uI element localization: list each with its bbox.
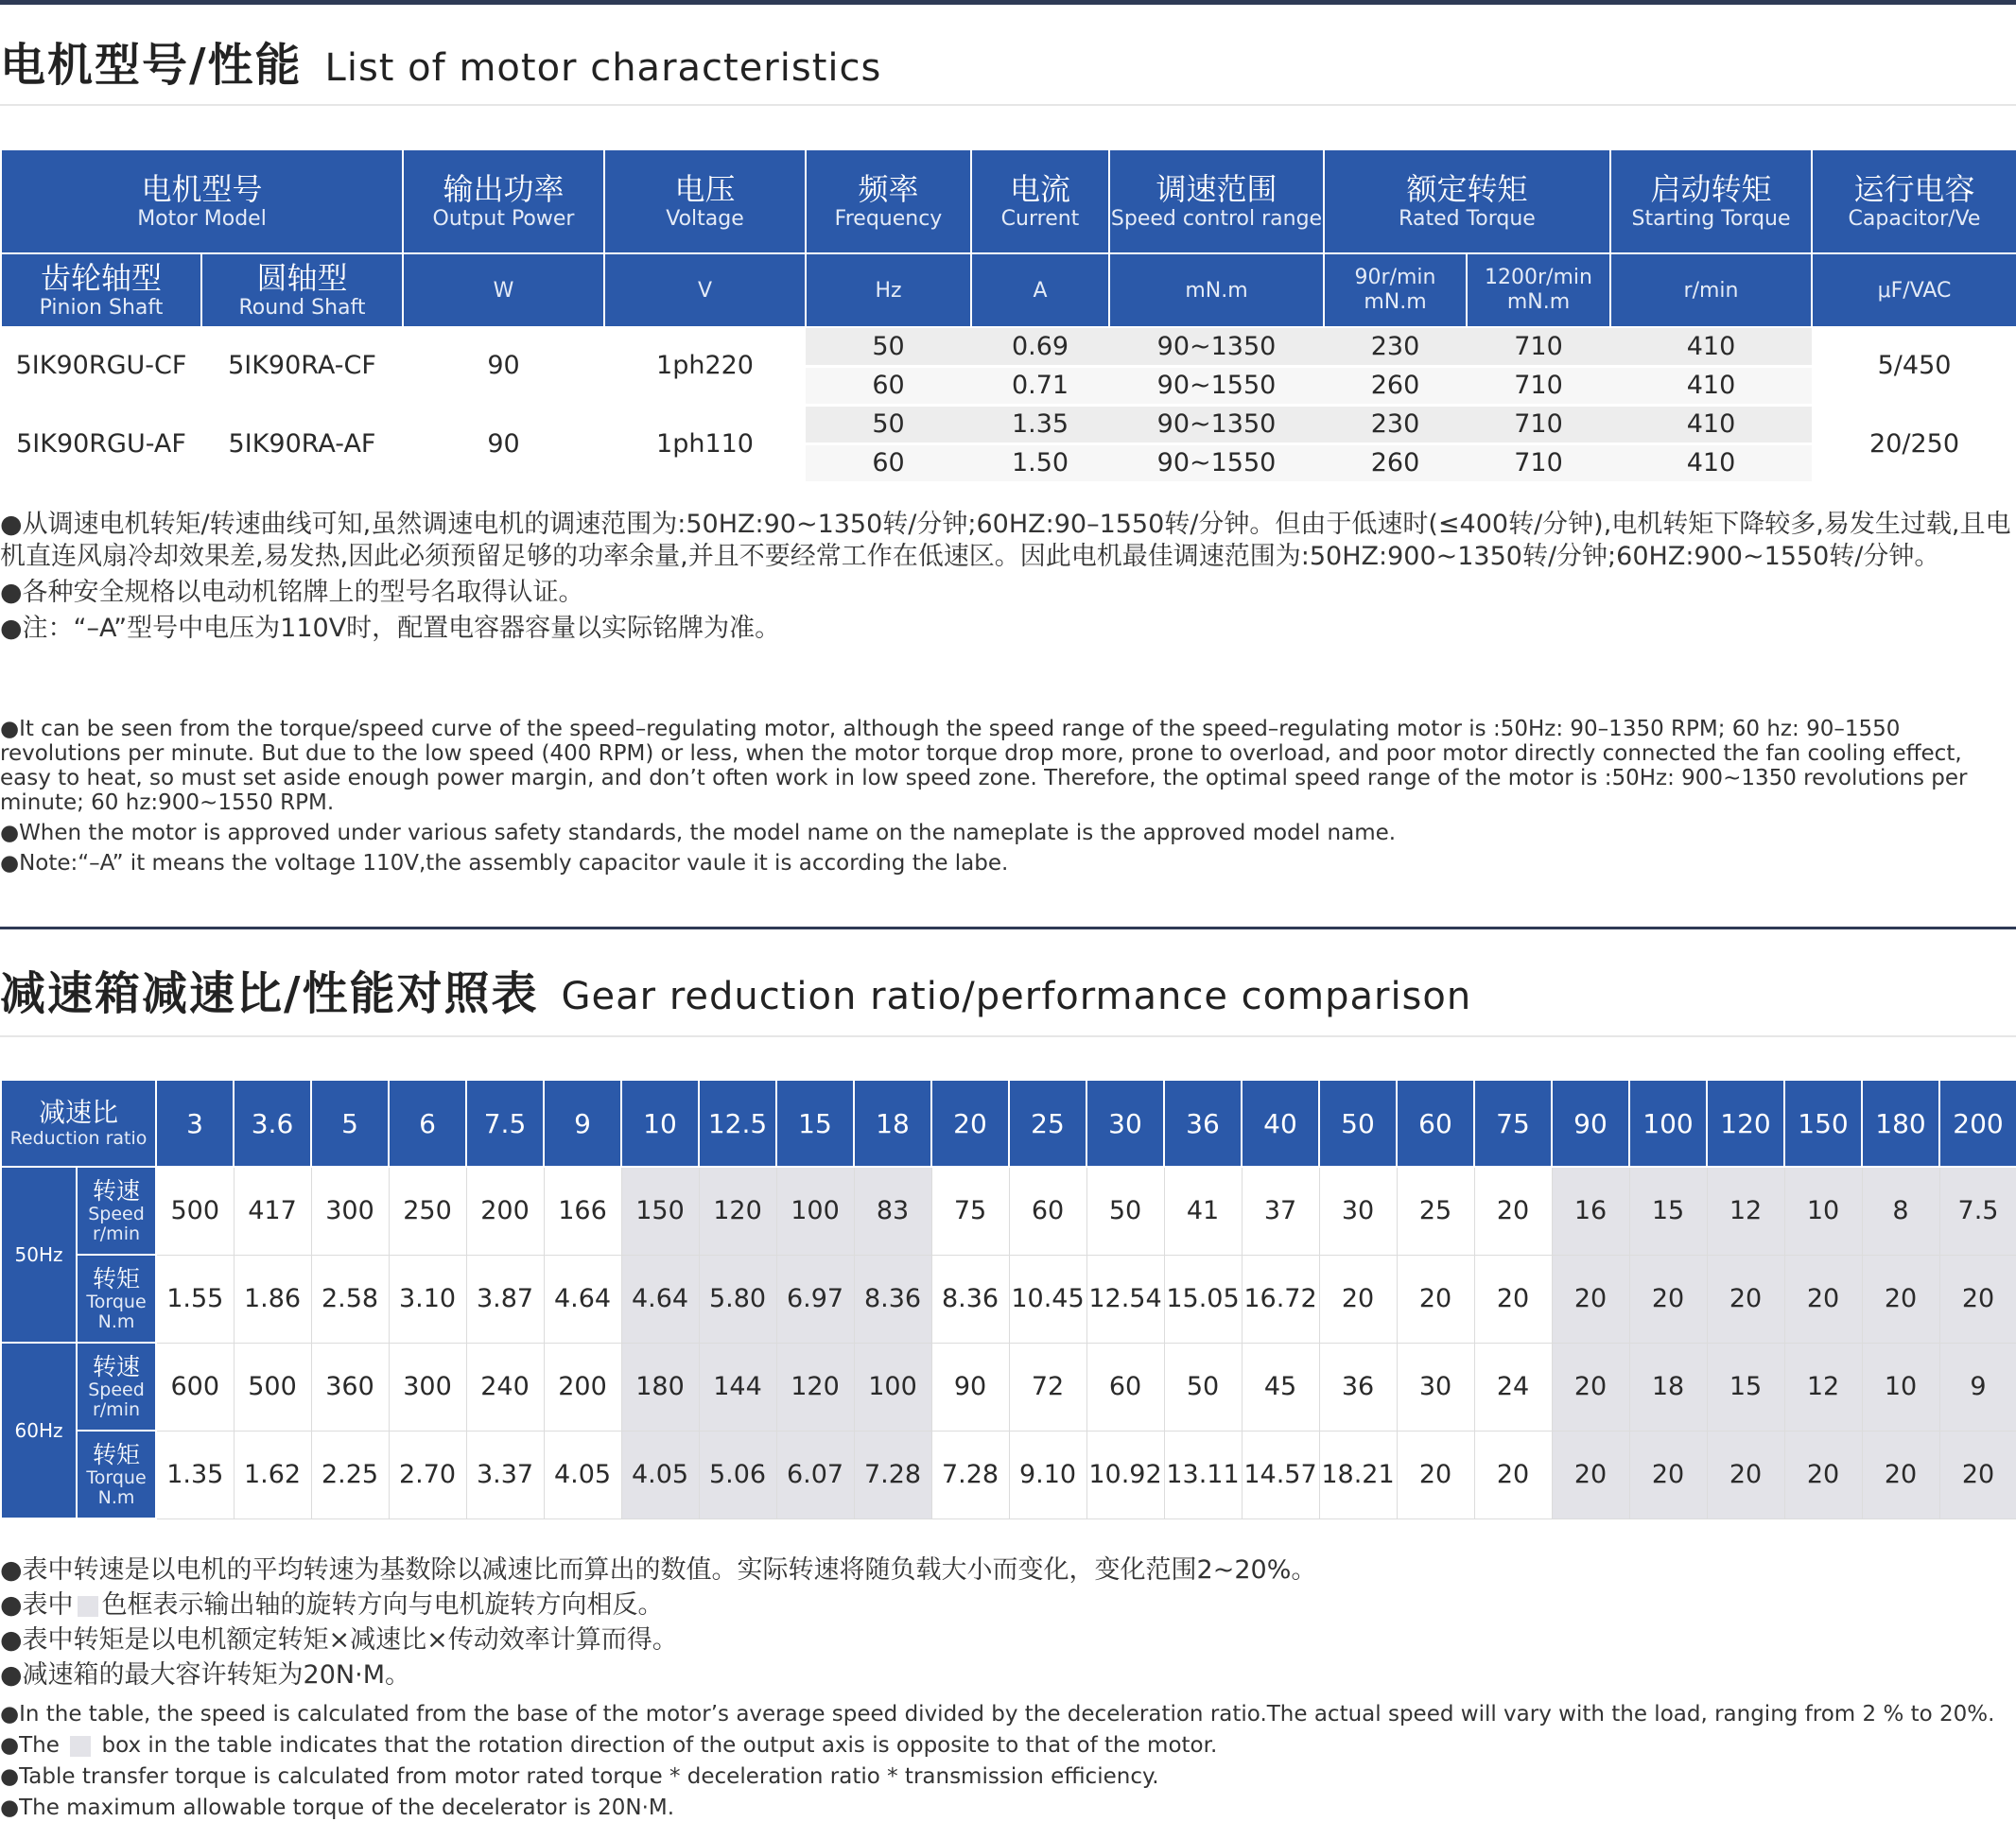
torque-cell: 20 xyxy=(1784,1255,1862,1343)
voltage-value: 1ph110 xyxy=(604,405,806,482)
table-row xyxy=(1,405,2016,443)
speed-cell: 500 xyxy=(156,1167,234,1255)
pinion-model: 5IK90RGU-CF xyxy=(1,327,201,405)
torque-cell: 2.58 xyxy=(311,1255,389,1343)
ratio-header-cell: 25 xyxy=(1009,1080,1086,1167)
freq-value: 50 xyxy=(806,327,971,366)
speed-cell: 300 xyxy=(389,1343,466,1431)
ratio-header-cell: 6 xyxy=(389,1080,466,1167)
speed-cell: 16 xyxy=(1552,1167,1629,1255)
section-title-en: List of motor characteristics xyxy=(324,46,882,90)
speed-cell: 7.5 xyxy=(1939,1167,2016,1255)
current-value: 1.50 xyxy=(971,443,1109,482)
speed-cell: 417 xyxy=(234,1167,311,1255)
ratio-header-cell: 10 xyxy=(621,1080,699,1167)
torque-cell: 16.72 xyxy=(1242,1255,1319,1343)
speed-range-value: 90~1550 xyxy=(1109,366,1324,405)
speed-cell: 15 xyxy=(1629,1167,1707,1255)
speed-cell: 500 xyxy=(234,1343,311,1431)
torque-cell: 20 xyxy=(1707,1431,1784,1518)
note-text: ●各种安全规格以电动机铭牌上的型号名取得认证。 xyxy=(0,578,584,607)
torque-cell: 2.25 xyxy=(311,1431,389,1518)
speed-cell: 200 xyxy=(544,1343,621,1431)
starting-torque-value: 410 xyxy=(1610,443,1812,482)
speed-cell: 10 xyxy=(1784,1167,1862,1255)
torque-cell: 7.28 xyxy=(931,1431,1009,1518)
note-text: ●Note:“–A” it means the voltage 110V,the assembly capacitor vaule it is according the labe. xyxy=(0,851,1009,876)
top-rule xyxy=(0,0,2016,5)
gear-notes-en xyxy=(0,1702,2016,1820)
ratio-header-cell: 50 xyxy=(1319,1080,1397,1167)
subheader-round-shaft: 圆轴型 Round Shaft xyxy=(201,253,403,327)
torque-cell: 4.05 xyxy=(544,1431,621,1518)
section-divider xyxy=(0,104,2016,106)
rated-90-value: 230 xyxy=(1324,327,1467,366)
torque-cell: 20 xyxy=(1939,1255,2016,1343)
header-capacitor: 运行电容 Capacitor/Ve xyxy=(1812,149,2016,253)
speed-cell: 37 xyxy=(1242,1167,1319,1255)
header-output-power: 输出功率 Output Power xyxy=(403,149,604,253)
speed-cell: 20 xyxy=(1474,1167,1552,1255)
ratio-header-cell: 150 xyxy=(1784,1080,1862,1167)
row-50hz-speed xyxy=(1,1167,2016,1255)
torque-cell: 3.37 xyxy=(466,1431,544,1518)
speed-cell: 36 xyxy=(1319,1343,1397,1431)
motor-characteristics-table xyxy=(0,148,2016,484)
speed-cell: 18 xyxy=(1629,1343,1707,1431)
ratio-header-cell: 30 xyxy=(1086,1080,1164,1167)
current-value: 0.71 xyxy=(971,366,1109,405)
freq-label: 50Hz xyxy=(1,1167,77,1343)
header-speed-range: 调速范围 Speed control range xyxy=(1109,149,1324,253)
ratio-header-cell: 100 xyxy=(1629,1080,1707,1167)
ratio-header-cell: 36 xyxy=(1164,1080,1242,1167)
torque-cell: 20 xyxy=(1319,1255,1397,1343)
unit-voltage: V xyxy=(604,253,806,327)
unit-rated-1200: 1200r/min mN.m xyxy=(1467,253,1610,327)
section-divider xyxy=(0,1035,2016,1037)
torque-cell: 20 xyxy=(1552,1255,1629,1343)
header-starting-torque: 启动转矩 Starting Torque xyxy=(1610,149,1812,253)
freq-value: 50 xyxy=(806,405,971,443)
note-text: ●The maximum allowable torque of the decelerator is 20N·M. xyxy=(0,1796,675,1820)
speed-cell: 24 xyxy=(1474,1343,1552,1431)
rated-90-value: 230 xyxy=(1324,405,1467,443)
speed-cell: 166 xyxy=(544,1167,621,1255)
torque-cell: 20 xyxy=(1397,1255,1474,1343)
speed-cell: 100 xyxy=(776,1167,854,1255)
speed-cell: 240 xyxy=(466,1343,544,1431)
ratio-header-cell: 90 xyxy=(1552,1080,1629,1167)
torque-label: 转矩 Torque N.m xyxy=(77,1431,156,1518)
note-text: ●It can be seen from the torque/speed curve of the speed–regulating motor, although the speed range of the speed–regulating motor is :50Hz: 90–1350 RPM; 60 hz: 90–1550 revolutions per minute. But due to the low speed (400 RPM) or less, when the motor torque drop more, prone to overload, and poor motor directly connected the fan cooling effect, easy to heat, so must set aside enough power margin, and don’t often work in low speed zone. Therefore, the optimal speed range of the motor is :50Hz: 900~1350 revolutions per minute; 60 hz:900~1550 RPM. xyxy=(0,717,1968,815)
ratio-header-cell: 3.6 xyxy=(234,1080,311,1167)
ratio-header-cell: 7.5 xyxy=(466,1080,544,1167)
freq-value: 60 xyxy=(806,443,971,482)
torque-cell: 1.86 xyxy=(234,1255,311,1343)
torque-cell: 3.10 xyxy=(389,1255,466,1343)
speed-cell: 15 xyxy=(1707,1343,1784,1431)
torque-cell: 20 xyxy=(1552,1431,1629,1518)
torque-cell: 10.92 xyxy=(1086,1431,1164,1518)
speed-cell: 12 xyxy=(1784,1343,1862,1431)
unit-power: W xyxy=(403,253,604,327)
freq-value: 60 xyxy=(806,366,971,405)
torque-cell: 6.97 xyxy=(776,1255,854,1343)
current-value: 1.35 xyxy=(971,405,1109,443)
speed-cell: 120 xyxy=(699,1167,776,1255)
header-frequency: 频率 Frequency xyxy=(806,149,971,253)
torque-cell: 3.87 xyxy=(466,1255,544,1343)
note-text: ●表中转速是以电机的平均转速为基数除以减速比而算出的数值。实际转速将随负载大小而变化，变化范围2~20%。 xyxy=(0,1555,1317,1585)
speed-cell: 75 xyxy=(931,1167,1009,1255)
speed-cell: 60 xyxy=(1086,1343,1164,1431)
motor-notes-en xyxy=(0,717,2016,876)
torque-cell: 6.07 xyxy=(776,1431,854,1518)
ratio-header-cell: 60 xyxy=(1397,1080,1474,1167)
speed-cell: 30 xyxy=(1319,1167,1397,1255)
power-value: 90 xyxy=(403,327,604,405)
speed-label: 转速 Speed r/min xyxy=(77,1167,156,1255)
speed-cell: 25 xyxy=(1397,1167,1474,1255)
section-divider-dark xyxy=(0,927,2016,929)
starting-torque-value: 410 xyxy=(1610,366,1812,405)
speed-cell: 600 xyxy=(156,1343,234,1431)
torque-cell: 20 xyxy=(1629,1255,1707,1343)
speed-cell: 45 xyxy=(1242,1343,1319,1431)
header-rated-torque: 额定转矩 Rated Torque xyxy=(1324,149,1610,253)
speed-cell: 50 xyxy=(1086,1167,1164,1255)
starting-torque-value: 410 xyxy=(1610,327,1812,366)
ratio-header-cell: 9 xyxy=(544,1080,621,1167)
unit-capacitor: μF/VAC xyxy=(1812,253,2016,327)
speed-range-value: 90~1350 xyxy=(1109,327,1324,366)
row-60hz-torque xyxy=(1,1431,2016,1518)
torque-cell: 20 xyxy=(1397,1431,1474,1518)
speed-cell: 83 xyxy=(854,1167,931,1255)
ratio-header-row xyxy=(1,1080,2016,1167)
section-title-motor xyxy=(0,28,881,94)
speed-cell: 72 xyxy=(1009,1343,1086,1431)
header-reduction-ratio: 减速比 Reduction ratio xyxy=(1,1080,156,1167)
note-text: ●注：“–A”型号中电压为110V时，配置电容器容量以实际铭牌为准。 xyxy=(0,614,781,643)
ratio-header-cell: 20 xyxy=(931,1080,1009,1167)
round-model: 5IK90RA-AF xyxy=(201,405,403,482)
header-motor-model: 电机型号 Motor Model xyxy=(1,149,403,253)
ratio-header-cell: 200 xyxy=(1939,1080,2016,1167)
speed-cell: 10 xyxy=(1862,1343,1939,1431)
header-row xyxy=(1,149,2016,253)
note-text: ●表中 色框表示输出轴的旋转方向与电机旋转方向相反。 xyxy=(0,1590,664,1620)
speed-cell: 60 xyxy=(1009,1167,1086,1255)
section-title-cn: 减速箱减速比/性能对照表 xyxy=(0,967,539,1020)
section-title-cn: 电机型号/性能 xyxy=(0,39,303,92)
row-50hz-torque xyxy=(1,1255,2016,1343)
pinion-model: 5IK90RGU-AF xyxy=(1,405,201,482)
current-value: 0.69 xyxy=(971,327,1109,366)
torque-cell: 1.35 xyxy=(156,1431,234,1518)
torque-cell: 18.21 xyxy=(1319,1431,1397,1518)
rated-1200-value: 710 xyxy=(1467,443,1610,482)
speed-cell: 180 xyxy=(621,1343,699,1431)
torque-cell: 20 xyxy=(1629,1431,1707,1518)
speed-cell: 150 xyxy=(621,1167,699,1255)
speed-cell: 30 xyxy=(1397,1343,1474,1431)
speed-cell: 20 xyxy=(1552,1343,1629,1431)
speed-cell: 41 xyxy=(1164,1167,1242,1255)
speed-cell: 8 xyxy=(1862,1167,1939,1255)
torque-cell: 20 xyxy=(1784,1431,1862,1518)
torque-cell: 20 xyxy=(1862,1255,1939,1343)
unit-current: A xyxy=(971,253,1109,327)
ratio-header-cell: 12.5 xyxy=(699,1080,776,1167)
speed-cell: 50 xyxy=(1164,1343,1242,1431)
torque-cell: 20 xyxy=(1707,1255,1784,1343)
torque-cell: 20 xyxy=(1862,1431,1939,1518)
starting-torque-value: 410 xyxy=(1610,405,1812,443)
round-model: 5IK90RA-CF xyxy=(201,327,403,405)
torque-cell: 10.45 xyxy=(1009,1255,1086,1343)
gear-notes-cn xyxy=(0,1554,2016,1692)
torque-cell: 15.05 xyxy=(1164,1255,1242,1343)
motor-notes-cn xyxy=(0,509,2016,645)
torque-cell: 8.36 xyxy=(854,1255,931,1343)
torque-cell: 20 xyxy=(1474,1431,1552,1518)
torque-cell: 2.70 xyxy=(389,1431,466,1518)
section-title-gear xyxy=(0,957,1471,1022)
ratio-header-cell: 75 xyxy=(1474,1080,1552,1167)
speed-cell: 100 xyxy=(854,1343,931,1431)
torque-cell: 4.05 xyxy=(621,1431,699,1518)
note-text: ●Table transfer torque is calculated from motor rated torque * deceleration ratio * transmission efficiency. xyxy=(0,1764,1159,1789)
rated-90-value: 260 xyxy=(1324,443,1467,482)
torque-cell: 5.06 xyxy=(699,1431,776,1518)
torque-cell: 7.28 xyxy=(854,1431,931,1518)
speed-cell: 360 xyxy=(311,1343,389,1431)
subheader-row xyxy=(1,253,2016,327)
header-voltage: 电压 Voltage xyxy=(604,149,806,253)
unit-rated-90: 90r/min mN.m xyxy=(1324,253,1467,327)
torque-cell: 1.62 xyxy=(234,1431,311,1518)
ratio-header-cell: 15 xyxy=(776,1080,854,1167)
rated-1200-value: 710 xyxy=(1467,327,1610,366)
power-value: 90 xyxy=(403,405,604,482)
torque-cell: 20 xyxy=(1939,1431,2016,1518)
speed-cell: 120 xyxy=(776,1343,854,1431)
torque-cell: 13.11 xyxy=(1164,1431,1242,1518)
ratio-header-cell: 120 xyxy=(1707,1080,1784,1167)
note-text: ●In the table, the speed is calculated from the base of the motor’s average speed divided by the deceleration ratio.The actual speed will vary with the load, ranging from 2 % to 20%. xyxy=(0,1702,1995,1727)
gray-box-legend xyxy=(70,1736,91,1757)
ratio-header-cell: 180 xyxy=(1862,1080,1939,1167)
torque-cell: 12.54 xyxy=(1086,1255,1164,1343)
speed-cell: 250 xyxy=(389,1167,466,1255)
speed-range-value: 90~1550 xyxy=(1109,443,1324,482)
voltage-value: 1ph220 xyxy=(604,327,806,405)
capacitor-value: 5/450 xyxy=(1812,327,2016,405)
ratio-header-cell: 18 xyxy=(854,1080,931,1167)
torque-cell: 20 xyxy=(1474,1255,1552,1343)
note-text: ●When the motor is approved under various safety standards, the model name on the nameplate is the approved model name. xyxy=(0,821,1397,845)
speed-label: 转速 Speed r/min xyxy=(77,1343,156,1431)
speed-cell: 144 xyxy=(699,1343,776,1431)
note-text: ●从调速电机转矩/转速曲线可知,虽然调速电机的调速范围为:50HZ:90~1350转/分钟;60HZ:90–1550转/分钟。但由于低速时(≤400转/分钟),电机转矩下降较多,易发生过载,且电机直连风扇冷却效果差,易发热,因此必须预留足够的功率余量,并且不要经常工作在低速区。因此电机最佳调速范围为:50HZ:900~1350转/分钟;60HZ:900~1550转/分钟。 xyxy=(0,510,2011,571)
unit-starting-torque: r/min xyxy=(1610,253,1812,327)
note-text: ●The box in the table indicates that the rotation direction of the output axis is opposite to that of the motor. xyxy=(0,1733,1218,1758)
unit-frequency: Hz xyxy=(806,253,971,327)
capacitor-value: 20/250 xyxy=(1812,405,2016,482)
torque-cell: 4.64 xyxy=(544,1255,621,1343)
rated-1200-value: 710 xyxy=(1467,405,1610,443)
gear-ratio-table xyxy=(0,1079,2016,1519)
note-text: ●表中转矩是以电机额定转矩×减速比×传动效率计算而得。 xyxy=(0,1625,678,1655)
torque-cell: 8.36 xyxy=(931,1255,1009,1343)
torque-cell: 14.57 xyxy=(1242,1431,1319,1518)
freq-label: 60Hz xyxy=(1,1343,77,1518)
rated-90-value: 260 xyxy=(1324,366,1467,405)
torque-cell: 1.55 xyxy=(156,1255,234,1343)
ratio-header-cell: 3 xyxy=(156,1080,234,1167)
speed-cell: 300 xyxy=(311,1167,389,1255)
ratio-header-cell: 5 xyxy=(311,1080,389,1167)
speed-cell: 90 xyxy=(931,1343,1009,1431)
rated-1200-value: 710 xyxy=(1467,366,1610,405)
section-title-en: Gear reduction ratio/performance comparison xyxy=(561,975,1472,1018)
speed-cell: 9 xyxy=(1939,1343,2016,1431)
torque-cell: 9.10 xyxy=(1009,1431,1086,1518)
ratio-header-cell: 40 xyxy=(1242,1080,1319,1167)
torque-cell: 5.80 xyxy=(699,1255,776,1343)
gray-box-legend xyxy=(78,1596,98,1617)
speed-cell: 12 xyxy=(1707,1167,1784,1255)
torque-cell: 4.64 xyxy=(621,1255,699,1343)
subheader-pinion-shaft: 齿轮轴型 Pinion Shaft xyxy=(1,253,201,327)
speed-range-value: 90~1350 xyxy=(1109,405,1324,443)
table-row xyxy=(1,327,2016,366)
row-60hz-speed xyxy=(1,1343,2016,1431)
speed-cell: 200 xyxy=(466,1167,544,1255)
note-text: ●减速箱的最大容许转矩为20N·M。 xyxy=(0,1660,410,1690)
torque-label: 转矩 Torque N.m xyxy=(77,1255,156,1343)
unit-speed-range: mN.m xyxy=(1109,253,1324,327)
header-current: 电流 Current xyxy=(971,149,1109,253)
